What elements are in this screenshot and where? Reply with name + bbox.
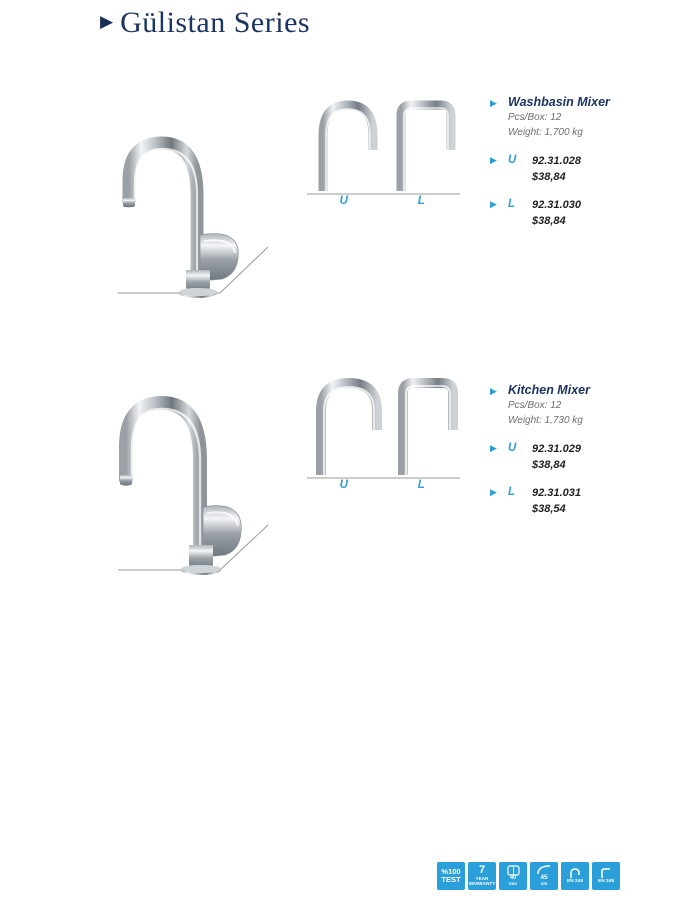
product-code: 92.31.028 [532, 154, 581, 167]
badge-line1: 40 [509, 875, 517, 882]
product-price: $38,84 [532, 170, 566, 183]
header-arrow-icon: ▶ [100, 12, 114, 31]
product-code-row [490, 486, 690, 518]
product-code: 92.31.029 [532, 442, 581, 455]
code-values [532, 442, 581, 474]
page-title: Gülistan Series [120, 6, 311, 39]
faucet-u-icon [568, 868, 582, 879]
badge-line1: EN 248 [598, 878, 614, 884]
product-hero-image-kitchen [100, 375, 295, 590]
product-code-row [490, 154, 690, 186]
variant-labels-washbasin [305, 195, 460, 207]
product-specs-washbasin [490, 95, 690, 230]
code-variant-letter: L [508, 486, 516, 499]
product-price: $38,84 [532, 458, 566, 471]
variant-labels-kitchen [305, 479, 460, 491]
code-values [532, 486, 581, 518]
product-name: Kitchen Mixer [508, 383, 590, 397]
spec-title-row [490, 95, 690, 110]
badge-en248-a [561, 862, 589, 890]
product-pcs-box: Pcs/Box: 12 [508, 399, 562, 411]
bullet-icon: ▶ [490, 386, 497, 396]
badge-line2: cm [540, 881, 548, 887]
badge-40mm-cartridge [499, 862, 527, 890]
badge-warranty [468, 862, 496, 890]
badge-line1: 45 [540, 874, 548, 882]
variant-label-l: L [417, 195, 425, 207]
code-variant-letter: L [508, 198, 516, 211]
variant-label-l: L [417, 479, 425, 491]
badge-line1: EN 248 [567, 878, 583, 884]
code-variant-letter: U [508, 441, 517, 454]
product-name: Washbasin Mixer [508, 95, 610, 109]
spec-title-row [490, 383, 690, 398]
faucet-l-icon [599, 868, 613, 879]
bullet-icon: ▶ [490, 487, 497, 498]
product-variant-images-kitchen [305, 375, 465, 495]
badge-line2: YEAR WARRANTY [468, 875, 496, 886]
badge-line1: %100 [441, 867, 461, 877]
product-weight: Weight: 1,700 kg [508, 127, 583, 139]
code-values [532, 154, 581, 186]
bullet-icon: ▶ [490, 442, 497, 453]
badge-line2: mm [508, 881, 517, 887]
product-pcs-box: Pcs/Box: 12 [508, 111, 562, 123]
variant-label-u: U [339, 479, 348, 491]
bullet-icon: ▶ [490, 154, 497, 165]
badge-45cm-hose [530, 862, 558, 890]
product-hero-image-washbasin [100, 95, 295, 310]
footer-badges [437, 862, 620, 890]
badge-line1: 7 [478, 864, 486, 877]
badge-line2: TEST [441, 875, 461, 884]
product-specs-kitchen [490, 383, 690, 518]
code-values [532, 198, 581, 230]
product-code-row [490, 198, 690, 230]
product-code: 92.31.030 [532, 199, 581, 212]
product-price: $38,84 [532, 215, 566, 228]
badge-test-100 [437, 862, 465, 890]
product-code-row [490, 442, 690, 474]
product-weight: Weight: 1,730 kg [508, 415, 583, 427]
badge-en248-b [592, 862, 620, 890]
bullet-icon: ▶ [490, 199, 497, 210]
code-variant-letter: U [508, 153, 517, 166]
product-code: 92.31.031 [532, 487, 581, 500]
page-header [100, 6, 310, 40]
variant-label-u: U [339, 195, 348, 207]
bullet-icon: ▶ [490, 98, 497, 108]
product-price: $38,54 [532, 503, 566, 516]
